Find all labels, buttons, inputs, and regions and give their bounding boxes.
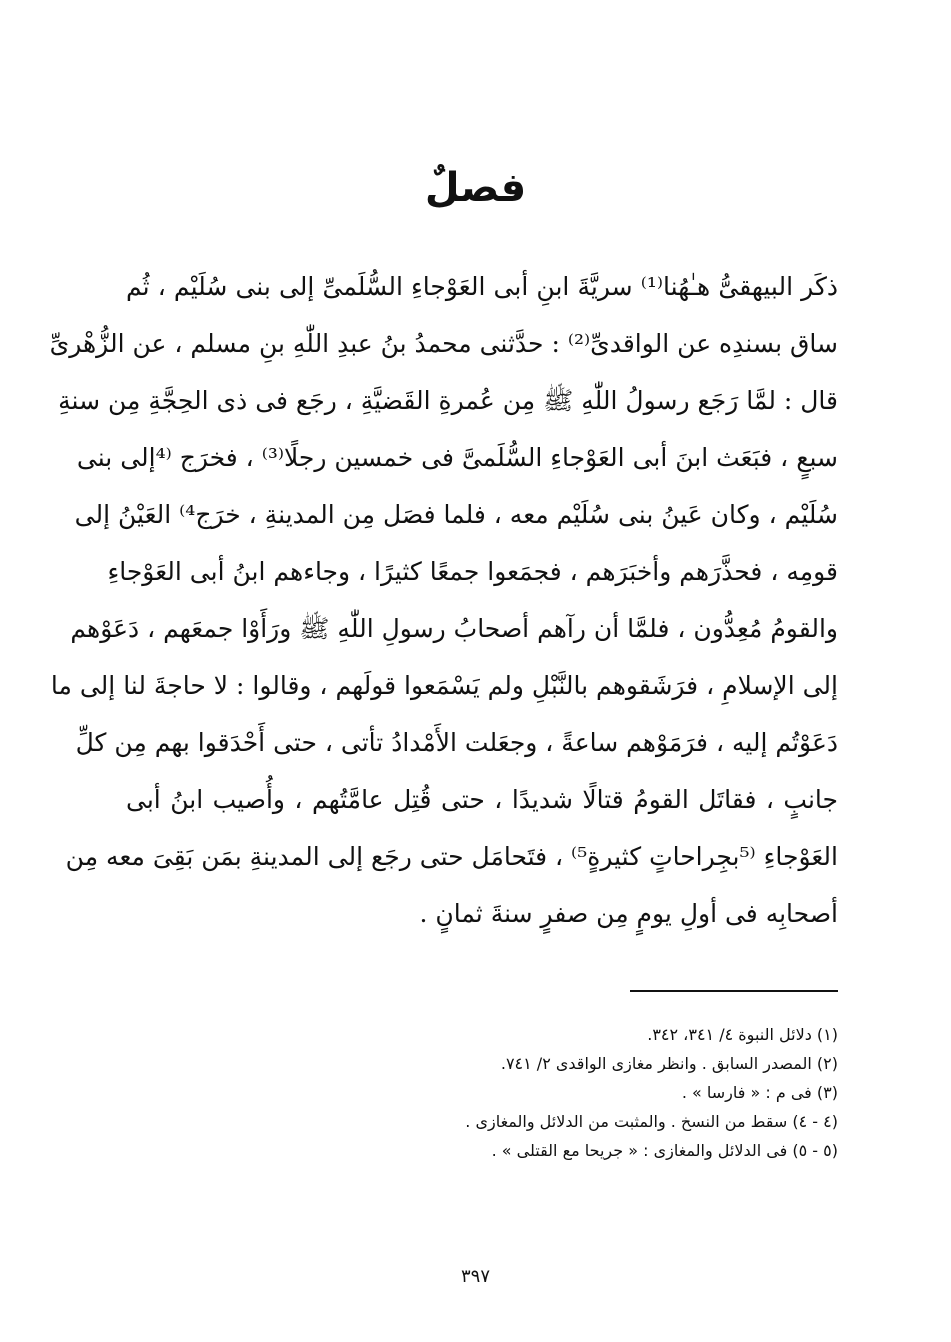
- footnote: (٣) فى م : « فارسا » .: [681, 1083, 838, 1102]
- main-text: [49, 258, 838, 942]
- text-line: سُلَيْم ، وكان عَينُ بنى سُلَيْم معه ، فلما فصَل مِن المدينةِ ، خرَج⁴⁾ العَيْنُ إلى: [74, 500, 838, 529]
- text-line: قومِه ، فحذَّرَهم وأخبَرَهم ، فجمَعوا جمعًا كثيرًا ، وجاءهم ابنُ أبى العَوْجاءِ: [107, 557, 838, 586]
- text-line: ذكَر البيهقىُّ هـٰهُنا⁽¹⁾ سريَّةَ ابنِ أبى العَوْجاءِ السُّلَمىِّ إلى بنى سُلَيْم ، ثُم: [126, 272, 838, 301]
- footnote: (٤ - ٤) سقط من النسخ . والمثبت من الدلائل والمغازى .: [465, 1112, 838, 1131]
- text-line: ساق بسندِه عن الواقدىِّ⁽²⁾ : حدَّثنى محمدُ بنُ عبدِ اللّٰهِ بنِ مسلم ، عن الزُّهْرىِّ: [49, 329, 838, 358]
- text-line: إلى الإسلامِ ، فرَشَقوهم بالنَّبْلِ ولم يَسْمَعوا قولَهم ، وقالوا : لا حاجةَ لنا إلى ما: [50, 671, 838, 700]
- text-line: العَوْجاءِ ⁽⁵بجِراحاتٍ كثيرةٍ⁵⁾ ، فتَحامَل حتى رجَع إلى المدينةِ بمَن بَقِىَ معه مِن: [65, 842, 838, 871]
- footnote: (٢) المصدر السابق . وانظر مغازى الواقدى ٢/ ٧٤١.: [500, 1054, 838, 1073]
- footnotes: [300, 1020, 838, 1165]
- footnote-separator: [630, 990, 838, 992]
- page-number: ٣٩٧: [460, 1266, 490, 1287]
- footnote: (١) دلائل النبوة ٤/ ٣٤١، ٣٤٢.: [647, 1025, 838, 1044]
- text-line: أصحابِه فى أولِ يومٍ مِن صفرٍ سنةَ ثمانٍ .: [419, 899, 838, 928]
- text-line: قال : لمَّا رَجَع رسولُ اللّٰهِ ﷺ مِن عُمرةِ القَضيَّةِ ، رجَع فى ذى الحِجَّةِ مِن سنةِ: [58, 386, 838, 415]
- text-line: والقومُ مُعِدُّون ، فلمَّا أن رآهم أصحابُ رسولِ اللّٰهِ ﷺ ورَأَوْا جمعَهم ، دَعَوْهم: [70, 614, 838, 643]
- section-heading: فصلٌ: [424, 165, 527, 211]
- text-line: سبعٍ ، فبَعَث ابنَ أبى العَوْجاءِ السُّلَمىَّ فى خمسين رجلًا⁽³⁾ ، فخرَج ⁽⁴إلى بنى: [76, 443, 838, 472]
- text-line: دَعَوْتُم إليه ، فرَمَوْهم ساعةً ، وجعَلت الأَمْدادُ تأتى ، حتى أَحْدَقوا بهم مِن كلِّ: [75, 728, 838, 757]
- footnote: (٥ - ٥) فى الدلائل والمغازى : « جريحا مع القتلى » .: [491, 1141, 838, 1160]
- text-line: جانبٍ ، فقاتَل القومُ قتالًا شديدًا ، حتى قُتِل عامَّتُهم ، وأُصيب ابنُ أبى: [126, 785, 838, 814]
